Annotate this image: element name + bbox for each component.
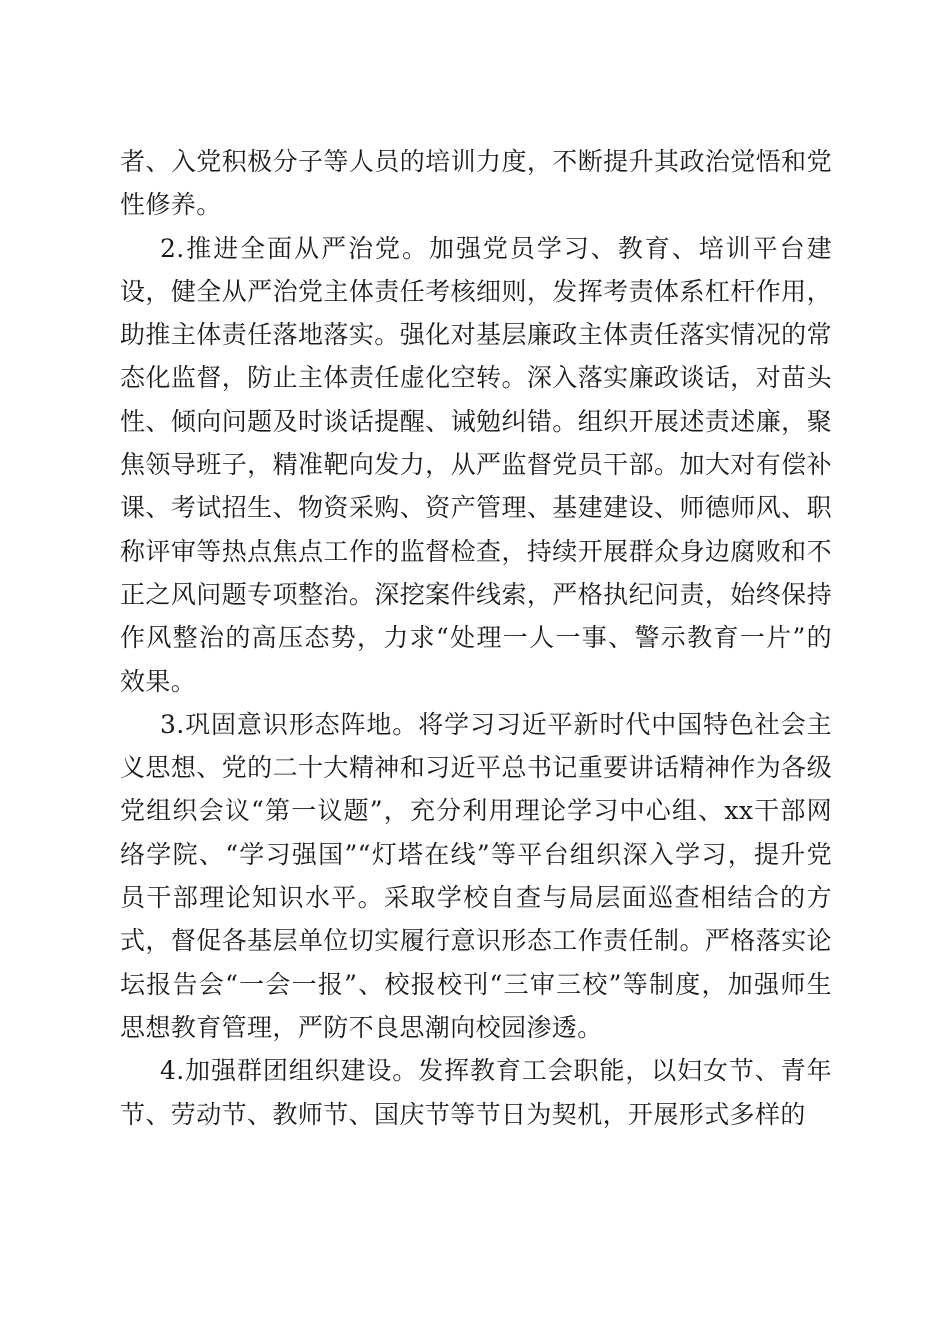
- paragraph-mass-organizations: 4.加强群团组织建设。发挥教育工会职能，以妇女节、青年节、劳动节、教师节、国庆节等节日为契机，开展形式多样的: [120, 1056, 832, 1129]
- paragraph-party-governance: 2.推进全面从严治党。加强党员学习、教育、培训平台建设，健全从严治党主体责任考核细则，发挥考责体系杠杆作用，助推主体责任落地落实。强化对基层廉政主体责任落实情况的常态化监督，防止主体责任虚化空转。深入落实廉政谈话，对苗头性、倾向问题及时谈话提醒、诫勉纠错。组织开展述责述廉，聚焦领导班子，精准靶向发力，从严监督党员干部。加大对有偿补课、考试招生、物资采购、资产管理、基建建设、师德师风、职称评审等热点焦点工作的监督检查，持续开展群众身边腐败和不正之风问题专项整治。深挖案件线索，严格执纪问责，始终保持作风整治的高压态势，力求“处理一人一事、警示教育一片”的效果。: [120, 233, 832, 696]
- document-body: [120, 140, 832, 1136]
- paragraph-ideology: 3.巩固意识形态阵地。将学习习近平新时代中国特色社会主义思想、党的二十大精神和习近平总书记重要讲话精神作为各级党组织会议“第一议题”，充分利用理论学习中心组、xx干部网络学院、“学习强国”“灯塔在线”等平台组织深入学习，提升党员干部理论知识水平。采取学校自查与局层面巡查相结合的方式，督促各基层单位切实履行意识形态工作责任制。严格落实论坛报告会“一会一报”、校报校刊“三审三校”等制度，加强师生思想教育管理，严防不良思潮向校园渗透。: [120, 709, 832, 1042]
- paragraph-continuation: 者、入党积极分子等人员的培训力度，不断提升其政治觉悟和党性修养。: [120, 147, 832, 220]
